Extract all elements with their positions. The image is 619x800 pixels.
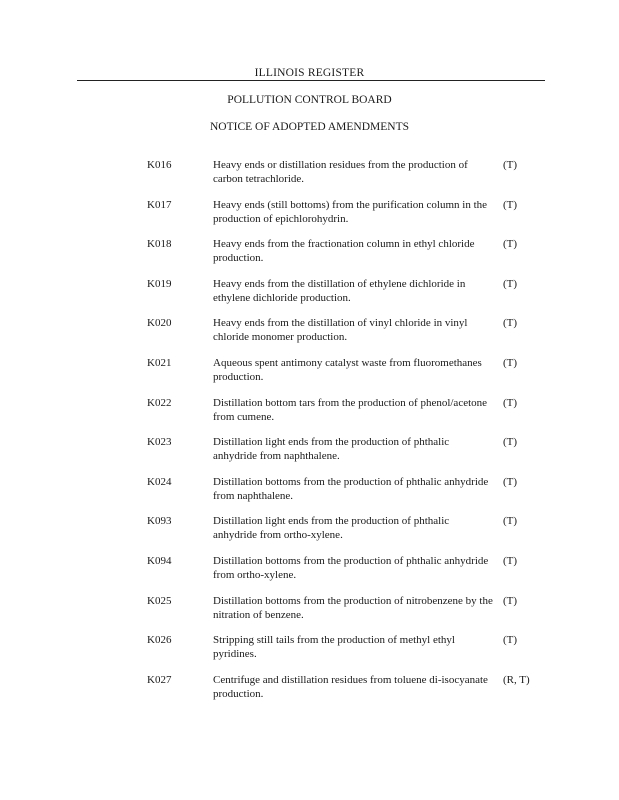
waste-description: Heavy ends or distillation residues from the production of carbon tetrachloride.: [213, 159, 468, 185]
list-item: [0, 396, 619, 436]
hazard-code: (T): [503, 396, 518, 409]
list-item: [0, 316, 619, 356]
waste-description: Heavy ends (still bottoms) from the purification column in the production of epichlorohydrin.: [213, 198, 488, 225]
hazard-code: (T): [503, 594, 518, 607]
notice-heading: NOTICE OF ADOPTED AMENDMENTS: [209, 121, 410, 133]
waste-description: Distillation bottoms from the production of phthalic anhydride from naphthalene.: [213, 475, 489, 502]
list-item: [0, 198, 619, 238]
hazard-code: (T): [503, 159, 518, 171]
waste-code: K016: [147, 159, 172, 171]
register-title: ILLINOIS REGISTER: [254, 67, 365, 79]
waste-code-list: [0, 158, 619, 712]
waste-description: Aqueous spent antimony catalyst waste from fluoromethanes production.: [213, 356, 482, 383]
waste-code: K093: [147, 515, 172, 528]
hazard-code: (T): [503, 238, 518, 251]
hazard-code: (T): [503, 356, 518, 369]
list-item: [0, 514, 619, 554]
waste-code: K094: [147, 554, 172, 567]
list-item: [0, 435, 619, 475]
list-item: [0, 673, 619, 713]
waste-description: Stripping still tails from the production of methyl ethyl pyridines.: [213, 634, 455, 661]
board-name: POLLUTION CONTROL BOARD: [227, 94, 392, 106]
waste-code: K020: [147, 317, 172, 330]
waste-code: K018: [147, 238, 172, 251]
waste-code: K023: [147, 436, 172, 449]
list-item: [0, 158, 619, 198]
list-item: [0, 237, 619, 277]
waste-description: Distillation bottoms from the production of phthalic anhydride from ortho-xylene.: [213, 554, 489, 581]
waste-description: Heavy ends from the distillation of ethylene dichloride in ethylene dichloride production.: [213, 277, 466, 304]
waste-description: Distillation bottoms from the production of nitrobenzene by the nitration of benzene.: [213, 594, 493, 621]
hazard-code: (T): [503, 634, 518, 647]
hazard-code: (T): [503, 436, 518, 449]
waste-description: Distillation bottom tars from the production of phenol/acetone from cumene.: [213, 396, 488, 423]
waste-code: K019: [147, 277, 172, 290]
list-item: [0, 594, 619, 634]
hazard-code: (T): [503, 475, 518, 488]
list-item: [0, 554, 619, 594]
waste-code: K025: [147, 594, 172, 607]
hazard-code: (T): [503, 198, 518, 211]
waste-code: K017: [147, 198, 172, 211]
hazard-code: (T): [503, 554, 518, 567]
header-divider: [77, 80, 545, 81]
waste-code: K022: [147, 396, 172, 409]
waste-description: Distillation light ends from the production of phthalic anhydride from naphthalene.: [213, 436, 450, 463]
waste-description: Centrifuge and distillation residues from toluene di-isocyanate production.: [213, 673, 488, 700]
hazard-code: (T): [503, 515, 518, 528]
list-item: [0, 633, 619, 673]
hazard-code: (T): [503, 277, 518, 290]
waste-code: K027: [147, 673, 172, 686]
list-item: [0, 475, 619, 515]
hazard-code: (R, T): [503, 673, 530, 686]
waste-code: K024: [147, 475, 172, 488]
list-item: [0, 277, 619, 317]
hazard-code: (T): [503, 317, 518, 330]
waste-code: K026: [147, 634, 172, 647]
list-item: [0, 356, 619, 396]
waste-description: Distillation light ends from the production of phthalic anhydride from ortho-xylene.: [213, 515, 450, 542]
waste-description: Heavy ends from the fractionation column in ethyl chloride production.: [213, 238, 475, 265]
waste-code: K021: [147, 356, 172, 369]
waste-description: Heavy ends from the distillation of vinyl chloride in vinyl chloride monomer production.: [213, 317, 468, 344]
